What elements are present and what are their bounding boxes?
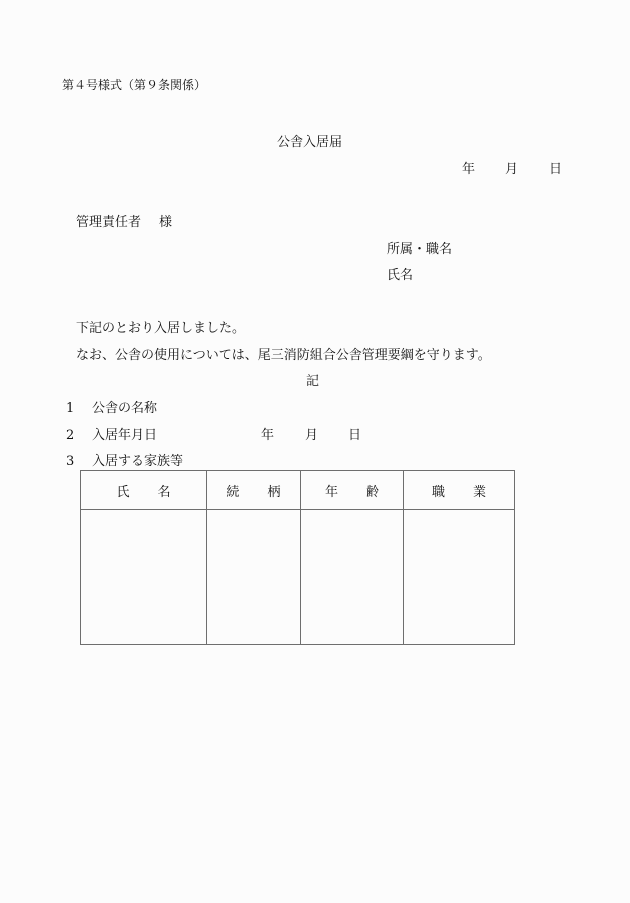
header-age: 年 齢 [301,471,404,510]
table-header-row [81,471,515,510]
date-year-label: 年 [462,162,476,177]
item-1 [66,402,157,415]
ki-heading: 記 [306,374,320,389]
item-date-month: 月 [305,428,319,443]
item-number: 1 [66,401,75,416]
item-number: 2 [66,428,75,443]
applicant-name-label: 氏名 [387,268,414,283]
date-line [462,163,562,176]
header-name: 氏 名 [81,471,207,510]
item-date-year: 年 [261,428,275,443]
cell-name[interactable] [81,510,207,645]
affiliation-label: 所属・職名 [387,242,453,257]
body-line-1: 下記のとおり入居しました。 [76,321,246,336]
cell-age[interactable] [301,510,404,645]
family-table [80,470,515,645]
body-line-2: なお、公舎の使用については、尾三消防組合公舎管理要綱を守ります。 [76,348,491,363]
item-date-day: 日 [348,428,362,443]
form-number: 第４号様式（第９条関係） [62,78,207,92]
item-3 [66,455,183,468]
date-month-label: 月 [505,162,519,177]
document-title: 公舎入居届 [277,135,343,150]
cell-relationship[interactable] [207,510,301,645]
date-day-label: 日 [549,162,563,177]
table-row [81,510,515,645]
item-number: 3 [66,454,75,469]
item-label: 入居年月日 [92,428,158,443]
item-2 [66,429,361,442]
cell-occupation[interactable] [404,510,515,645]
item-label: 入居する家族等 [92,454,184,469]
addressee [76,216,172,229]
header-relationship: 続 柄 [207,471,301,510]
addressee-honorific: 様 [159,215,173,230]
header-occupation: 職 業 [404,471,515,510]
addressee-name: 管理責任者 [76,215,142,230]
item-label: 公舎の名称 [92,401,158,416]
